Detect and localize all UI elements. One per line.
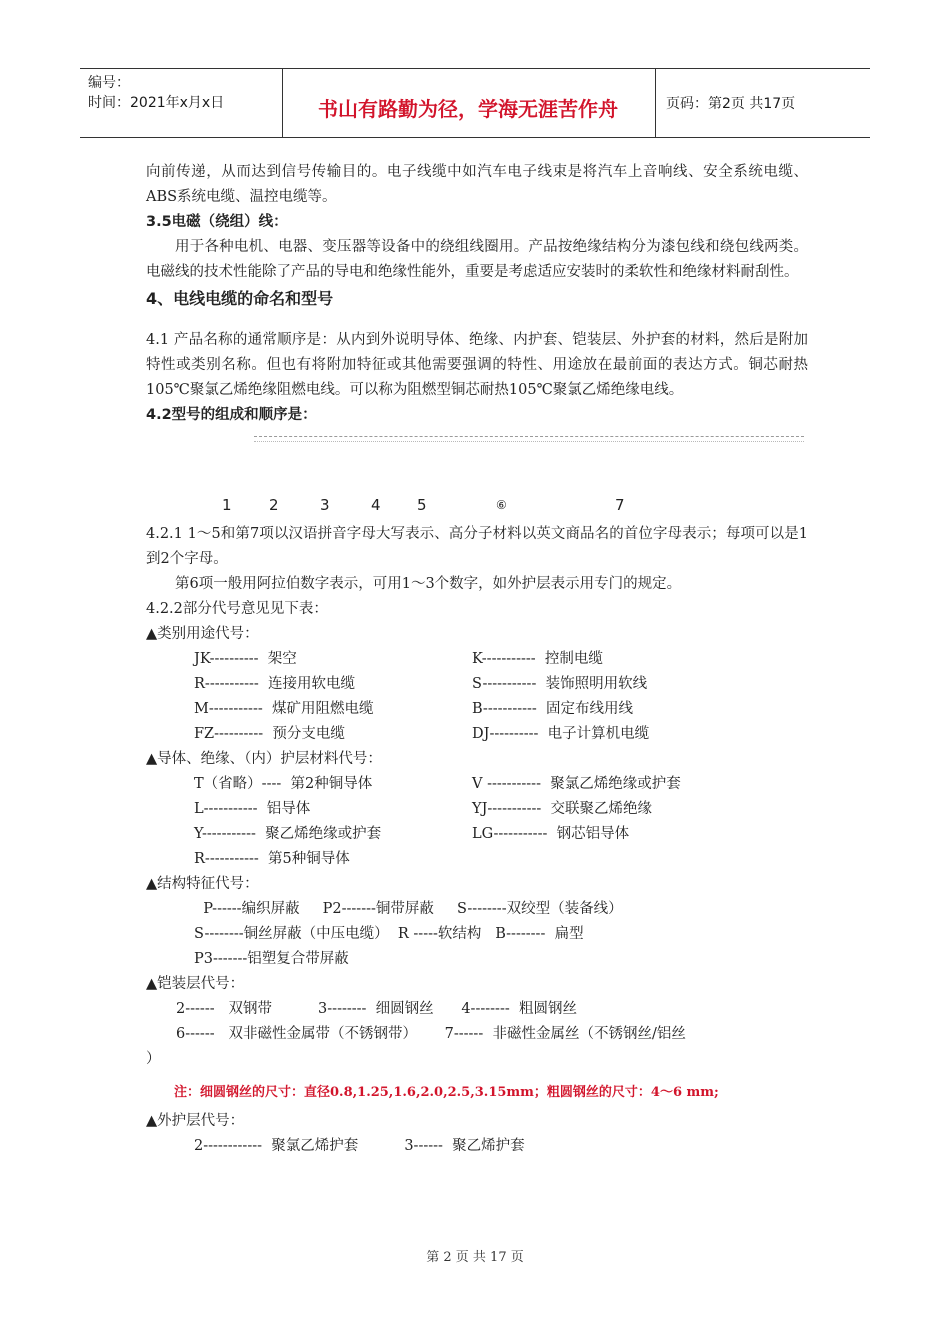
- code-item: YJ----------- 交联聚乙烯绝缘: [472, 801, 652, 817]
- position-number: ⑥: [496, 498, 507, 512]
- code-item: B----------- 固定布线用线: [472, 701, 634, 717]
- code-item: S----------- 装饰照明用软线: [472, 676, 648, 692]
- code-item: V ----------- 聚氯乙烯绝缘或护套: [472, 776, 681, 792]
- paragraph-4-2-1: 4.2.1 1～5和第7项以汉语拼音字母大写表示、高分子材料以英文商品名的首位字母表示；每项可以是1到2个字母。: [146, 526, 808, 567]
- header-meta: [88, 73, 224, 113]
- outer-sheath-code-line: 2------------ 聚氯乙烯护套 3------ 聚乙烯护套: [194, 1138, 525, 1154]
- section-heading-4: 4、电线电缆的命名和型号: [146, 289, 334, 308]
- structure-code-line: P3-------铝塑复合带屏蔽: [194, 951, 349, 967]
- armor-code-title: ▲铠装层代号：: [146, 976, 245, 992]
- position-number: 2: [269, 496, 279, 514]
- model-number-row: [146, 492, 808, 522]
- category-code-list: [194, 647, 808, 747]
- code-item: LG----------- 钢芯铝导体: [472, 826, 630, 842]
- code-item: L----------- 铝导体: [194, 801, 311, 817]
- structure-code-line: S--------铜丝屏蔽（中压电缆） R -----软结构 B-------- 扁型: [194, 926, 584, 942]
- document-body: [146, 160, 808, 1159]
- position-number: 7: [615, 496, 625, 514]
- category-code-title: ▲类别用途代号：: [146, 626, 259, 642]
- code-item: DJ---------- 电子计算机电缆: [472, 726, 650, 742]
- armor-code-line: ）: [146, 1051, 161, 1067]
- page-info: 页码：第2页 共17页: [666, 96, 796, 112]
- code-item: R----------- 连接用软电缆: [194, 676, 356, 692]
- section-heading-4-2: 4.2型号的组成和顺序是：: [146, 407, 317, 423]
- code-item: [472, 847, 852, 872]
- time-label: 时间：2021年x月x日: [88, 95, 225, 111]
- page-header: [80, 68, 870, 138]
- code-item: K----------- 控制电缆: [472, 651, 603, 667]
- armor-code-line: 2------ 双钢带 3-------- 细圆钢丝 4-------- 粗圆钢丝: [176, 1001, 577, 1017]
- paragraph: 用于各种电机、电器、变压器等设备中的绕组线圈用。产品按绝缘结构分为漆包线和绕包线两类。电磁线的技术性能除了产品的导电和绝缘性能外，重要是考虑适应安装时的柔软性和绝缘材料耐刮性。: [146, 239, 808, 280]
- steel-wire-note: 注：细圆钢丝的尺寸：直径0.8,1.25,1.6,2.0,2.5,3.15mm；粗圆钢丝的尺寸：4～6 mm;: [174, 1085, 719, 1100]
- code-item: R----------- 第5种铜导体: [194, 851, 350, 867]
- material-code-title: ▲导体、绝缘、（内）护层材料代号：: [146, 751, 382, 767]
- code-item: FZ---------- 预分支电缆: [194, 726, 345, 742]
- armor-code-line: 6------ 双非磁性金属带（不锈钢带） 7------ 非磁性金属丝（不锈钢丝/铝丝: [176, 1026, 686, 1042]
- position-number: 4: [371, 496, 381, 514]
- outer-sheath-code-title: ▲外护层代号：: [146, 1113, 245, 1129]
- section-heading-4-2-2: 4.2.2部分代号意见见下表：: [146, 601, 328, 617]
- model-diagram-strip: [146, 428, 808, 492]
- position-number: 1: [222, 496, 232, 514]
- header-motto: 书山有路勤为径，学海无涯苦作舟: [318, 97, 618, 121]
- header-divider: [655, 69, 656, 137]
- code-item: JK---------- 架空: [194, 651, 297, 667]
- code-item: Y----------- 聚乙烯绝缘或护套: [194, 826, 382, 842]
- position-number: 3: [320, 496, 330, 514]
- section-heading-3-5: 3.5电磁（绕组）线：: [146, 214, 288, 230]
- diagram-dashed-line: [254, 436, 804, 442]
- position-number: 5: [417, 496, 427, 514]
- paragraph-4-1: 4.1 产品名称的通常顺序是：从内到外说明导体、绝缘、内护套、铠装层、外护套的材料，然后是附加特性或类别名称。但也有将附加特征或其他需要强调的特性、用途放在最前面的表达方式。铜芯耐热105℃聚氯乙烯绝缘阻燃电线。可以称为阻燃型铜芯耐热105℃聚氯乙烯绝缘电线。: [146, 332, 808, 398]
- material-code-list: [194, 772, 808, 872]
- paragraph: 第6项一般用阿拉伯数字表示，可用1～3个数字，如外护层表示用专门的规定。: [175, 576, 682, 592]
- code-item: T（省略）---- 第2种铜导体: [194, 776, 373, 792]
- structure-code-title: ▲结构特征代号：: [146, 876, 259, 892]
- structure-code-line: P------编织屏蔽 P2-------铜带屏蔽 S--------双绞型（装备线）: [194, 901, 623, 917]
- page-footer: 第 2 页 共 17 页: [426, 1250, 524, 1265]
- paragraph: 向前传递，从而达到信号传输目的。电子线缆中如汽车电子线束是将汽车上音响线、安全系统电缆、ABS系统电缆、温控电缆等。: [146, 164, 808, 205]
- code-item: M----------- 煤矿用阻燃电缆: [194, 701, 374, 717]
- number-label: 编号：: [88, 75, 130, 91]
